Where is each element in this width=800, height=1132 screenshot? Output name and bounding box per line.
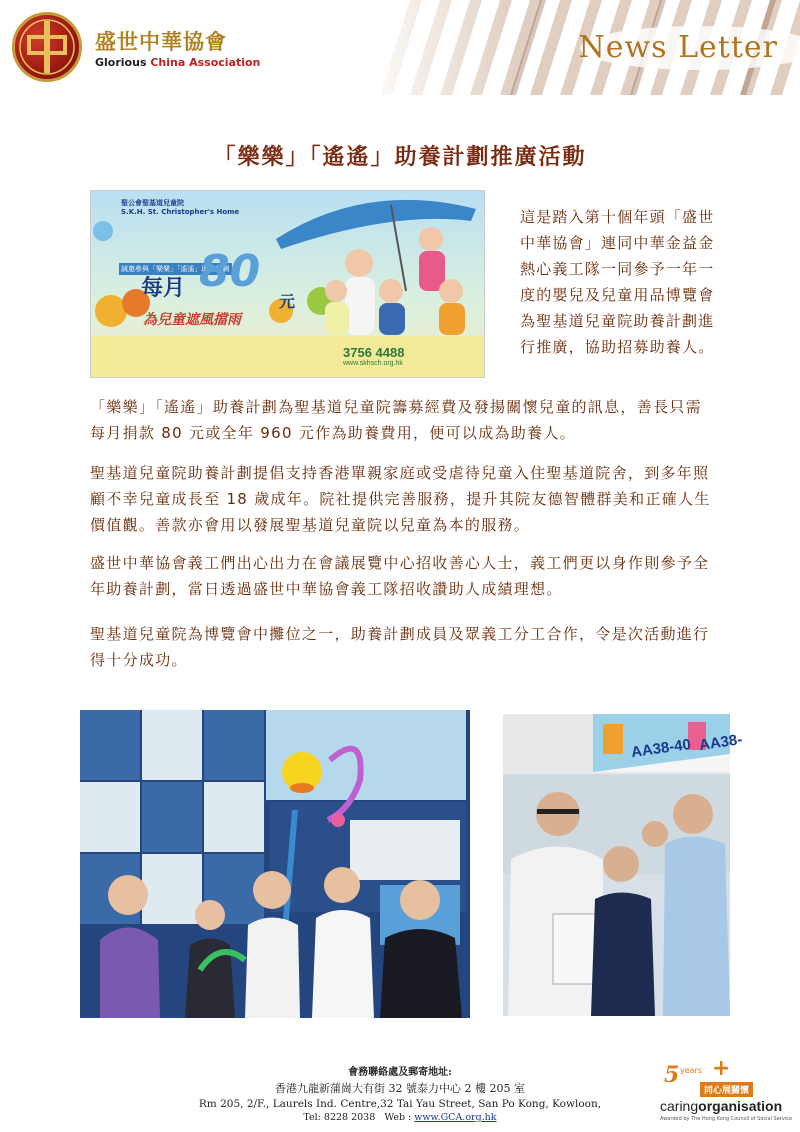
poster-org-name: 聖公會聖基道兒童院 S.K.H. St. Christopher's Home: [121, 199, 240, 216]
badge-years-number: 5: [664, 1062, 680, 1088]
booth-photo: [503, 714, 744, 1016]
poster-website: www.skhsch.org.hk: [343, 360, 403, 367]
article-title: 「樂樂」「遙遙」助養計劃推廣活動: [213, 145, 587, 170]
sponsorship-poster-image: [90, 190, 485, 378]
intro-paragraph: 這是踏入第十個年頭「盛世中華協會」連同中華金益金熱心義工隊一同參予一年一度的嬰兒及兒童用品博覽會為聖基道兒童院助養計劃進行推廣，協助招募助養人。: [520, 208, 715, 356]
footer-tel: Tel: 8228 2038: [303, 1112, 376, 1123]
org-name-cn: 盛世中華協會: [95, 29, 227, 54]
badge-cn: 同心展關懷: [700, 1082, 753, 1097]
poster-amount: 80: [199, 246, 261, 297]
poster-yuan: 元: [279, 292, 296, 311]
org-name-en: Glorious China Association: [95, 56, 261, 69]
caring-organisation-badge: [660, 1056, 793, 1124]
poster-monthly: 每月: [141, 276, 186, 301]
badge-plus: +: [712, 1056, 731, 1081]
poster-info-strip: [91, 336, 484, 377]
poster-phone: 3756 4488: [343, 345, 405, 360]
body-paragraph-2: 聖基道兒童院助養計劃提倡支持香港單親家庭或受虐待兒童入住聖基道院舍，到多年照顧不幸兒童成長至 18 歲成年。院社提供完善服務，提升其院友德智體群美和正確人生價值觀。善款亦會用以發展聖基道兒童院以兒童為本的服務。: [90, 464, 711, 534]
footer-address-en: Rm 205, 2/F., Laurels Ind. Centre,32 Tai Yau Street, San Po Kong, Kowloon,: [198, 1098, 602, 1110]
newsletter-title: News Letter: [578, 30, 778, 65]
badge-years-label: years: [680, 1066, 703, 1075]
footer-address-cn: 香港九龍新蒲崗大有街 32 號泰力中心 2 樓 205 室: [275, 1082, 525, 1095]
footer-website-link[interactable]: www.GCA.org.hk: [414, 1112, 497, 1123]
booth-label-1: AA38-40: [630, 735, 692, 762]
booth-label-2: AA38-: [698, 731, 744, 754]
organisation-logo: [12, 12, 82, 82]
footer-web-label: Web :: [384, 1112, 412, 1123]
footer-heading: 會務聯絡處及郵寄地址:: [348, 1067, 452, 1078]
logo-emblem-icon: [15, 15, 79, 79]
body-paragraph-1: 「樂樂」「遙遙」助養計劃為聖基道兒童院籌募經費及發揚關懷兒童的訊息，善長只需每月捐款 80 元或全年 960 元作為助養費用，便可以成為助養人。: [90, 398, 702, 442]
body-paragraph-3: 盛世中華協會義工們出心出力在會議展覽中心招收善心人士，義工們更以身作則參予全年助養計劃，當日透過盛世中華協會義工隊招收讚助人成績理想。: [90, 554, 710, 598]
body-paragraph-4: 聖基道兒童院為博覽會中攤位之一，助養計劃成員及眾義工分工合作，令是次活動進行得十分成功。: [90, 625, 710, 669]
volunteers-group-photo: [80, 710, 470, 1018]
badge-awarded-by: Awarded by The Hong Kong Council of Social Service: [660, 1116, 793, 1122]
badge-en: caringorganisation: [660, 1098, 783, 1114]
poster-slogan: 為兒童遮風擋雨: [143, 312, 241, 328]
poster-plan-tag: 誠邀參與「樂樂」「遙遙」助養計劃: [121, 265, 230, 273]
